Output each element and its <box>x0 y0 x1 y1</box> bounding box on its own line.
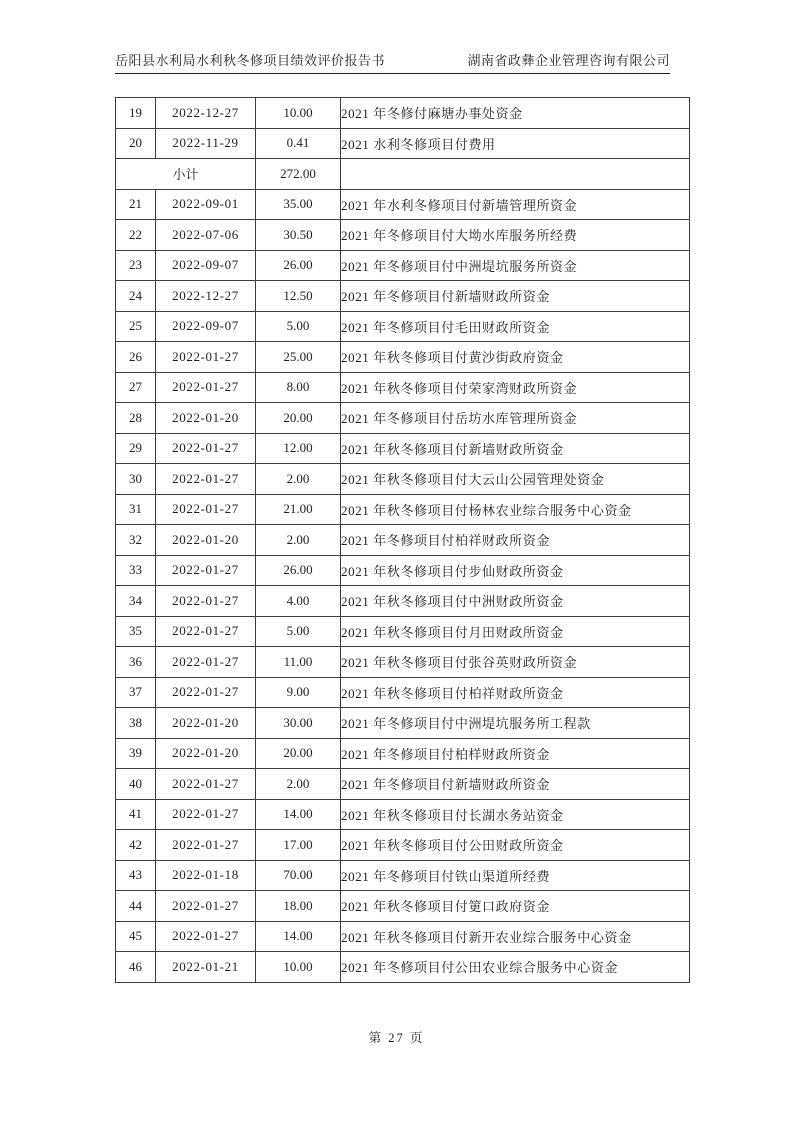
cell-no: 19 <box>116 98 156 129</box>
cell-desc: 2021 年水利冬修项目付新墙管理所资金 <box>341 189 690 220</box>
table-row <box>116 98 690 129</box>
table-row <box>116 464 690 495</box>
cell-date: 2022-12-27 <box>156 281 256 312</box>
page-number: 第 27 页 <box>368 1031 425 1045</box>
cell-desc: 2021 年冬修项目付大坳水库服务所经费 <box>341 220 690 251</box>
cell-date: 2022-01-27 <box>156 647 256 678</box>
cell-amount: 14.00 <box>256 921 341 952</box>
cell-no: 28 <box>116 403 156 434</box>
table-row <box>116 433 690 464</box>
cell-desc: 2021 年冬修项目付新墙财政所资金 <box>341 281 690 312</box>
table-row <box>116 250 690 281</box>
cell-amount: 26.00 <box>256 250 341 281</box>
cell-amount: 9.00 <box>256 677 341 708</box>
table-row <box>116 799 690 830</box>
cell-desc: 2021 年秋冬修项目付杨林农业综合服务中心资金 <box>341 494 690 525</box>
cell-desc: 2021 年秋冬修项目付新开农业综合服务中心资金 <box>341 921 690 952</box>
cell-amount: 25.00 <box>256 342 341 373</box>
cell-date: 2022-01-21 <box>156 952 256 983</box>
cell-desc: 2021 年秋冬修项目付长湖水务站资金 <box>341 799 690 830</box>
cell-date: 2022-01-20 <box>156 738 256 769</box>
cell-amount: 30.50 <box>256 220 341 251</box>
cell-desc: 2021 年秋冬修项目付柏祥财政所资金 <box>341 677 690 708</box>
cell-date: 2022-01-27 <box>156 464 256 495</box>
cell-desc: 2021 年冬修付麻塘办事处资金 <box>341 98 690 129</box>
table-row <box>116 494 690 525</box>
header-company-name: 湖南省政彝企业管理咨询有限公司 <box>467 53 670 68</box>
cell-desc: 2021 年秋冬修项目付张谷英财政所资金 <box>341 647 690 678</box>
table-row <box>116 952 690 983</box>
cell-no: 44 <box>116 891 156 922</box>
cell-no: 20 <box>116 128 156 159</box>
cell-no: 22 <box>116 220 156 251</box>
cell-amount: 12.00 <box>256 433 341 464</box>
cell-no: 36 <box>116 647 156 678</box>
cell-amount: 20.00 <box>256 738 341 769</box>
cell-amount: 20.00 <box>256 403 341 434</box>
cell-date: 2022-09-07 <box>156 311 256 342</box>
cell-date: 2022-01-20 <box>156 403 256 434</box>
table-row <box>116 830 690 861</box>
cell-amount: 35.00 <box>256 189 341 220</box>
table-row <box>116 189 690 220</box>
table-row <box>116 860 690 891</box>
table-row <box>116 128 690 159</box>
cell-date: 2022-12-27 <box>156 98 256 129</box>
subtotal-amount-cell: 272.00 <box>256 159 341 190</box>
cell-date: 2022-11-29 <box>156 128 256 159</box>
table-row <box>116 677 690 708</box>
cell-date: 2022-01-27 <box>156 342 256 373</box>
table-row <box>116 616 690 647</box>
cell-date: 2022-01-27 <box>156 677 256 708</box>
subtotal-desc-cell <box>341 159 690 190</box>
cell-no: 42 <box>116 830 156 861</box>
cell-date: 2022-01-27 <box>156 921 256 952</box>
cell-no: 31 <box>116 494 156 525</box>
cell-no: 45 <box>116 921 156 952</box>
cell-desc: 2021 年秋冬修项目付黄沙街政府资金 <box>341 342 690 373</box>
cell-amount: 18.00 <box>256 891 341 922</box>
cell-amount: 12.50 <box>256 281 341 312</box>
cell-desc: 2021 年秋冬修项目付新墙财政所资金 <box>341 433 690 464</box>
cell-no: 40 <box>116 769 156 800</box>
payments-table-body <box>116 98 690 983</box>
table-row <box>116 311 690 342</box>
cell-amount: 5.00 <box>256 616 341 647</box>
cell-amount: 8.00 <box>256 372 341 403</box>
cell-date: 2022-01-27 <box>156 830 256 861</box>
cell-no: 32 <box>116 525 156 556</box>
table-row <box>116 891 690 922</box>
cell-amount: 2.00 <box>256 464 341 495</box>
subtotal-label-cell: 小计 <box>116 159 256 190</box>
cell-date: 2022-01-20 <box>156 525 256 556</box>
cell-desc: 2021 年冬修项目付中洲堤坑服务所工程款 <box>341 708 690 739</box>
cell-date: 2022-01-27 <box>156 586 256 617</box>
cell-desc: 2021 年秋冬修项目付筻口政府资金 <box>341 891 690 922</box>
cell-date: 2022-01-27 <box>156 372 256 403</box>
cell-date: 2022-01-27 <box>156 616 256 647</box>
cell-desc: 2021 年冬修项目付中洲堤坑服务所资金 <box>341 250 690 281</box>
cell-desc: 2021 年冬修项目付公田农业综合服务中心资金 <box>341 952 690 983</box>
cell-date: 2022-01-27 <box>156 799 256 830</box>
table-row <box>116 281 690 312</box>
cell-amount: 4.00 <box>256 586 341 617</box>
cell-no: 41 <box>116 799 156 830</box>
cell-date: 2022-01-27 <box>156 433 256 464</box>
cell-desc: 2021 年冬修项目付新墙财政所资金 <box>341 769 690 800</box>
cell-amount: 26.00 <box>256 555 341 586</box>
cell-amount: 11.00 <box>256 647 341 678</box>
table-row <box>116 738 690 769</box>
cell-no: 25 <box>116 311 156 342</box>
table-row <box>116 403 690 434</box>
cell-amount: 2.00 <box>256 525 341 556</box>
cell-date: 2022-01-18 <box>156 860 256 891</box>
cell-desc: 2021 年冬修项目付柏样财政所资金 <box>341 738 690 769</box>
cell-date: 2022-07-06 <box>156 220 256 251</box>
cell-amount: 5.00 <box>256 311 341 342</box>
payments-table <box>115 97 690 983</box>
cell-amount: 17.00 <box>256 830 341 861</box>
cell-desc: 2021 年冬修项目付铁山渠道所经费 <box>341 860 690 891</box>
cell-amount: 2.00 <box>256 769 341 800</box>
cell-amount: 10.00 <box>256 952 341 983</box>
cell-amount: 30.00 <box>256 708 341 739</box>
table-row <box>116 708 690 739</box>
header-report-title: 岳阳县水利局水利秋冬修项目绩效评价报告书 <box>115 53 386 68</box>
cell-desc: 2021 水利冬修项目付费用 <box>341 128 690 159</box>
table-row <box>116 555 690 586</box>
cell-amount: 10.00 <box>256 98 341 129</box>
cell-no: 46 <box>116 952 156 983</box>
cell-no: 37 <box>116 677 156 708</box>
subtotal-row <box>116 159 690 190</box>
cell-no: 24 <box>116 281 156 312</box>
cell-desc: 2021 年冬修项目付柏祥财政所资金 <box>341 525 690 556</box>
cell-date: 2022-01-27 <box>156 555 256 586</box>
cell-date: 2022-01-27 <box>156 494 256 525</box>
cell-amount: 14.00 <box>256 799 341 830</box>
cell-desc: 2021 年秋冬修项目付大云山公园管理处资金 <box>341 464 690 495</box>
table-row <box>116 769 690 800</box>
table-row <box>116 525 690 556</box>
cell-desc: 2021 年冬修项目付毛田财政所资金 <box>341 311 690 342</box>
cell-no: 43 <box>116 860 156 891</box>
cell-no: 35 <box>116 616 156 647</box>
cell-no: 30 <box>116 464 156 495</box>
cell-date: 2022-09-07 <box>156 250 256 281</box>
cell-desc: 2021 年秋冬修项目付荣家湾财政所资金 <box>341 372 690 403</box>
cell-no: 27 <box>116 372 156 403</box>
table-row <box>116 586 690 617</box>
cell-desc: 2021 年冬修项目付岳坊水库管理所资金 <box>341 403 690 434</box>
cell-no: 23 <box>116 250 156 281</box>
cell-no: 33 <box>116 555 156 586</box>
cell-date: 2022-01-27 <box>156 891 256 922</box>
cell-desc: 2021 年秋冬修项目付中洲财政所资金 <box>341 586 690 617</box>
cell-amount: 21.00 <box>256 494 341 525</box>
table-row <box>116 220 690 251</box>
cell-no: 21 <box>116 189 156 220</box>
cell-no: 26 <box>116 342 156 373</box>
cell-amount: 70.00 <box>256 860 341 891</box>
cell-desc: 2021 年秋冬修项目付公田财政所资金 <box>341 830 690 861</box>
table-row <box>116 372 690 403</box>
cell-date: 2022-01-27 <box>156 769 256 800</box>
cell-no: 39 <box>116 738 156 769</box>
cell-amount: 0.41 <box>256 128 341 159</box>
page-header <box>115 50 670 74</box>
table-row <box>116 647 690 678</box>
cell-no: 38 <box>116 708 156 739</box>
cell-desc: 2021 年秋冬修项目付步仙财政所资金 <box>341 555 690 586</box>
table-row <box>116 921 690 952</box>
cell-date: 2022-01-20 <box>156 708 256 739</box>
cell-date: 2022-09-01 <box>156 189 256 220</box>
cell-desc: 2021 年秋冬修项目付月田财政所资金 <box>341 616 690 647</box>
cell-no: 34 <box>116 586 156 617</box>
cell-no: 29 <box>116 433 156 464</box>
table-row <box>116 342 690 373</box>
